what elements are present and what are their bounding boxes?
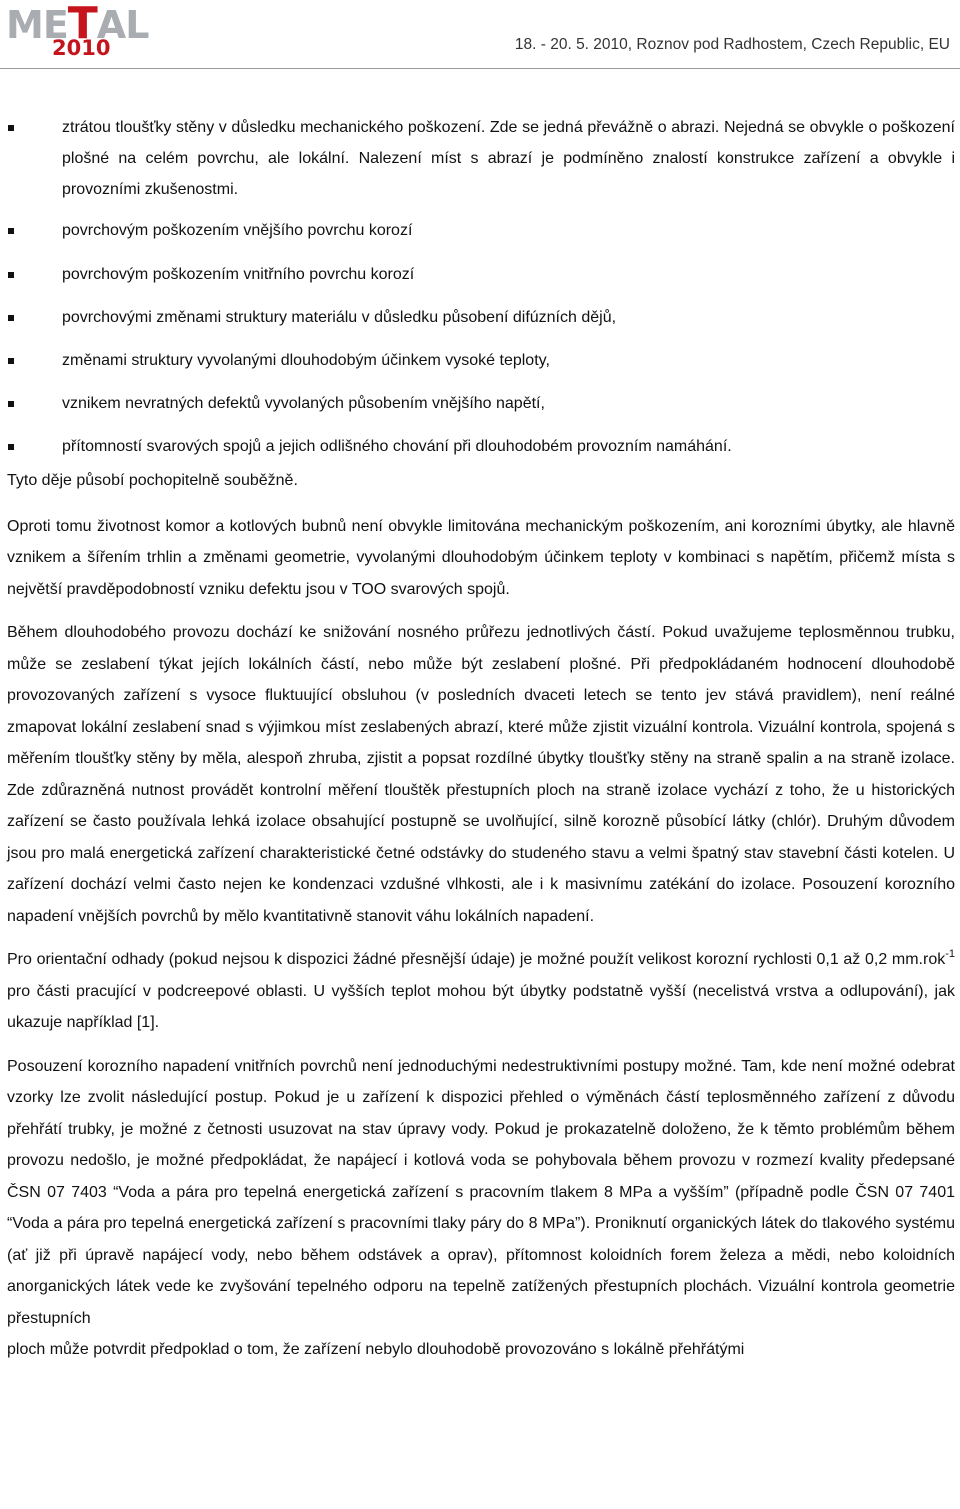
bullet-item: povrchovým poškozením vnitřního povrchu korozí bbox=[7, 259, 955, 290]
document-body bbox=[7, 112, 955, 1366]
logo-letters-al: AL bbox=[96, 3, 149, 47]
paragraph: Posouzení korozního napadení vnitřních povrchů není jednoduchými nedestruktivními postupy možné. Tam, kde není možné odebrat vzorky lze zvolit následující postup. Pokud je u zařízení k dispozici přehled o výměnách částí teplosměnného zařízení z důvodu přehřátí trubky, je možné z četnosti usuzovat na stav úpravy vody. Pokud je prokazatelně doloženo, že k těmto problémům během provozu nedošlo, je možné předpokládat, že napájecí i kotlová voda se pohybovala během provozu v rozmezí kvality předepsané ČSN 07 7403 “Voda a pára pro tepelná energetická zařízení s pracovním tlakem 8 MPa a vyšším” (případně podle ČSN 07 7401 “Voda a pára pro tepelná energetická zařízení s pracovními tlaky páry do 8 MPa”). Proniknutí organických látek do tlakového systému (ať již při úpravě napájecí vody, nebo během odstávek a oprav), přítomnost koloidních forem železa a mědi, nebo koloidních anorganických látek vede ke zvyšování tepelného odporu na tepelně zatížených přestupních plochách. Vizuální kontrola geometrie přestupních bbox=[7, 1057, 955, 1327]
paragraph-text: pro části pracující v podcreepové oblasti. U vyšších teplot mohou být úbytky podstatně vyšší (necelistvá vrstva a odlupování), jak ukazuje například [1]. bbox=[7, 982, 955, 1031]
bullet-item: povrchovým poškozením vnějšího povrchu korozí bbox=[7, 215, 955, 246]
bullet-item: změnami struktury vyvolanými dlouhodobým účinkem vysoké teploty, bbox=[7, 345, 955, 376]
exponent: -1 bbox=[945, 948, 955, 960]
bullet-item: přítomností svarových spojů a jejich odlišného chování při dlouhodobém provozním namáhání. bbox=[7, 431, 955, 462]
paragraph bbox=[7, 944, 955, 1039]
paragraph-text: Pro orientační odhady (pokud nejsou k dispozici žádné přesnější údaje) je možné použít velikost korozní rychlosti 0,1 až 0,2 mm.rok bbox=[7, 951, 946, 968]
conference-info: 18. - 20. 5. 2010, Roznov pod Radhostem, Czech Republic, EU bbox=[514, 36, 950, 53]
logo-letters-me: ME bbox=[6, 3, 68, 47]
page-header bbox=[0, 0, 960, 70]
logo-letter-t: T bbox=[67, 0, 97, 49]
logo-year: 2010 bbox=[52, 36, 111, 60]
paragraph: Během dlouhodobého provozu dochází ke snižování nosného průřezu jednotlivých částí. Pokud uvažujeme teplosměnnou trubku, může se zeslabení týkat jejích lokálních částí, nebo může být zeslabení plošné. Při předpokládaném hodnocení dlouhodobě provozovaných zařízení s vysoce fluktuující obsluhou (v posledních dvaceti letech se tento jev stává pravidlem), není reálné zmapovat lokální zeslabení snad s výjimkou míst zeslabených abrazí, které může zjistit vizuální kontrola. Vizuální kontrola, spojená s měřením tloušťky stěny by měla, alespoň zhruba, zjistit a popsat rozdílné úbytky tloušťky stěny na straně spalin a na straně izolace. Zde zdůrazněná nutnost provádět kontrolní měření tlouštěk přestupních ploch na straně izolace vychází z toho, že u historických zařízení se často používala lehká izolace obsahující postupně se uvolňující, silně korozně působící látky (chlór). Druhým důvodem jsou pro malá energetická zařízení charakteristické četné odstávky do studeného stavu a velmi špatný stav stavební části kotelen. U zařízení dochází velmi často nejen ke kondenzaci vzdušné vlhkosti, ale i k masivnímu zatékání do izolace. Posouzení korozního napadení vnějších povrchů by mělo kvantitativně stanovit váhu lokálních napadení. bbox=[7, 624, 955, 925]
bullet-item: vznikem nevratných defektů vyvolaných působením vnějšího napětí, bbox=[7, 388, 955, 419]
metal-2010-logo bbox=[6, 0, 149, 62]
bullet-item: povrchovými změnami struktury materiálu v důsledku působení difúzních dějů, bbox=[7, 302, 955, 333]
paragraph: Tyto děje působí pochopitelně souběžně. bbox=[7, 472, 298, 489]
header-divider bbox=[0, 68, 960, 69]
paragraph-continuation: ploch může potvrdit předpoklad o tom, že zařízení nebylo dlouhodobě provozováno s lokálně přehřátými bbox=[7, 1341, 745, 1358]
paragraph: Oproti tomu životnost komor a kotlových bubnů není obvykle limitována mechanickým poškozením, ani korozními úbytky, ale hlavně vznikem a šířením trhlin a změnami geometrie, vyvolanými dlouhodobým účinkem teploty v kombinaci s napětím, přičemž místa s největší pravděpodobností vzniku defektu jsou v TOO svarových spojů. bbox=[7, 517, 955, 598]
bullet-item: ztrátou tloušťky stěny v důsledku mechanického poškození. Zde se jedná převážně o abrazi. Nejedná se obvykle o poškození plošné na celém povrchu, ale lokální. Nalezení míst s abrazí je podmíněno znalostí konstrukce zařízení a obvykle i provozními zkušenostmi. bbox=[7, 112, 955, 205]
